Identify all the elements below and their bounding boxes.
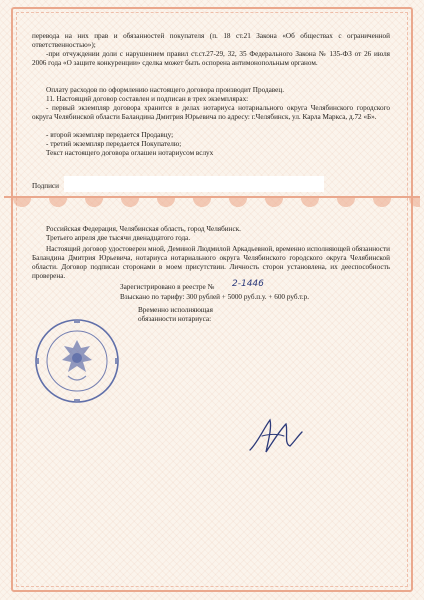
- location-line: Российская Федерация, Челябинская область, город Челябинск.: [46, 225, 241, 233]
- paragraph-second-copy: - второй экземпляр передается Продавцу;: [46, 131, 174, 139]
- paragraph-first-copy: - первый экземпляр договора хранится в делах нотариуса нотариального округа Челябинского городского округа Челябинской области Баландина Дмитрия Юрьевича по адресу: г.Челябинск, ул. Карла Маркса, д.72 «Б».: [32, 104, 390, 121]
- signatures-label: Подписи: [32, 182, 59, 190]
- acting-line-2: обязанности нотариуса:: [138, 315, 212, 323]
- paragraph-copies: 11. Настоящий договор составлен и подписан в трех экземплярах:: [46, 95, 249, 103]
- paragraph-competition-law: -при отчуждении доли с нарушением правил ст.ст.27-29, 32, 35 Федерального Закона № 135-ФЗ от 26 июля 2006 года «О защите конкуренции» сделка может быть оспорена антимонопольным органом.: [32, 50, 390, 67]
- paragraph-read-aloud: Текст настоящего договора оглашен нотариусом вслух: [46, 149, 214, 157]
- paragraph-expenses: Оплату расходов по оформлению настоящего договора производит Продавец.: [46, 86, 284, 94]
- paragraph-third-copy: - третий экземпляр передается Покупателю;: [46, 140, 182, 148]
- notary-signature: [244, 412, 306, 458]
- notary-seal-stamp: [34, 318, 120, 404]
- date-line: Третьего апреля две тысячи двенадцатого года.: [46, 234, 191, 242]
- ornamental-divider: [4, 196, 420, 216]
- fee-line: Взыскано по тарифу: 300 рублей + 5000 руб.п.у. + 600 руб.т.р.: [120, 293, 310, 301]
- registry-label: Зарегистрировано в реестре №: [120, 283, 215, 291]
- acting-line-1: Временно исполняющая: [138, 306, 213, 314]
- certification-paragraph: Настоящий договор удостоверен мной, Деминой Людмилой Аркадьевной, временно исполняющей обязанности Баландина Дмитрия Юрьевича, нотариуса нотариального округа Челябинского городского округа Челябинской области. Договор подписан сторонами в моем присутствии. Личность сторон установлена, их дееспособность проверена.: [32, 245, 390, 280]
- paragraph-transfer-rights: перевода на них прав и обязанностей покупателя (п. 18 ст.21 Закона «Об обществах с ограниченной ответственностью»);: [32, 32, 390, 49]
- redacted-signatures: [64, 176, 324, 192]
- registry-number: 2-1446: [232, 279, 264, 289]
